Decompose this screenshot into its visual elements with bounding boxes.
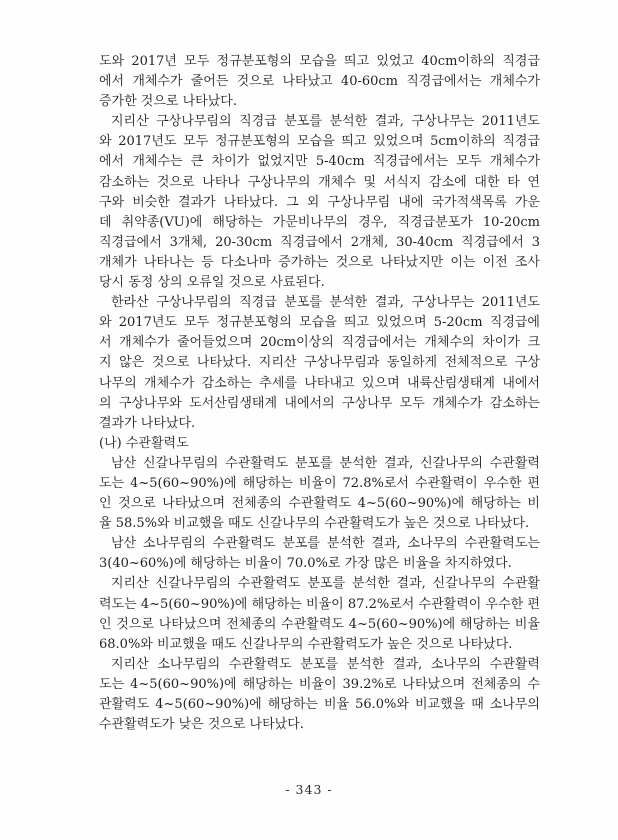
text-line-23: 인 것으로 나타났으며 전체종의 수관활력도 4~5(60~90%)에 해당하는 비 [99,496,540,512]
text-line-12: 당시 동정 상의 오류일 것으로 사료된다. [99,275,325,291]
text-line-7: 감소하는 것으로 나타나 구상나무의 개체수 및 서식지 감소에 대한 타 연 [99,174,540,190]
page-number: - 343 - [285,782,333,797]
text-line-31: 지리산 소나무림의 수관활력도 분포를 분석한 결과, 소나무의 수관활력 [111,656,540,672]
text-line-11: 개체가 나타나는 등 다소나마 증가하는 것으로 나타났지만 이는 이전 조사 [99,254,540,270]
text-line-34: 수관활력도가 낮은 것으로 나타났다. [99,717,304,733]
text-line-14: 와 2017년도 모두 정규분포형의 모습을 띄고 있었으며 5-20cm 직경급에 [99,315,540,331]
text-line-16: 지 않은 것으로 나타났다. 지리산 구상나무림과 동일하게 전체적으로 구상 [99,355,540,371]
text-line-4: 지리산 구상나무림의 직경급 분포를 분석한 결과, 구상나무는 2011년도 [111,114,540,130]
text-line-19: 결과가 나타났다. [99,415,196,431]
text-line-10: 직경급에서 3개체, 20-30cm 직경급에서 2개체, 30-40cm 직경급에서 3 [99,234,540,250]
text-line-27: 지리산 신갈나무림의 수관활력도 분포를 분석한 결과, 신갈나무의 수관활 [111,576,540,592]
text-line-15: 서 개체수가 줄어들었으며 20cm이상의 직경급에서는 개체수의 차이가 크 [99,335,540,351]
text-line-6: 에서 개체수는 큰 차이가 없었지만 5-40cm 직경급에서는 모두 개체수가 [99,154,540,170]
text-line-9: 데 취약종(VU)에 해당하는 가문비나무의 경우, 직경급분포가 10-20cm [99,214,540,230]
text-line-29: 인 것으로 나타났으며 전체종의 수관활력도 4~5(60~90%)에 해당하는 비율 [99,616,540,632]
text-line-22: 도는 4~5(60~90%)에 해당하는 비율이 72.8%로서 수관활력이 우수한 편 [99,475,540,491]
text-line-8: 구와 비슷한 결과가 나타났다. 그 외 구상나무림 내에 국가적색목록 가운 [99,194,540,210]
text-line-18: 의 구상나무와 도서산림생태계 내에서의 구상나무 모두 개체수가 감소하는 [99,395,540,411]
page-body [99,52,540,735]
text-line-13: 한라산 구상나무림의 직경급 분포를 분석한 결과, 구상나무는 2011년도 [111,295,540,311]
text-line-5: 와 2017년도 모두 정규분포형의 모습을 띄고 있었으며 5cm이하의 직경급 [99,134,540,150]
text-line-24: 율 58.5%와 비교했을 때도 신갈나무의 수관활력도가 높은 것으로 나타났다. [99,516,530,532]
text-line-28: 력도는 4~5(60~90%)에 해당하는 비율이 87.2%로서 수관활력이 우수한 편 [99,596,540,612]
text-line-32: 도는 4~5(60~90%)에 해당하는 비율이 39.2%로 나타났으며 전체종의 수 [99,676,540,692]
text-line-3: 증가한 것으로 나타났다. [99,94,237,110]
text-line-21: 남산 신갈나무림의 수관활력도 분포를 분석한 결과, 신갈나무의 수관활력 [111,455,540,471]
text-line-26: 3(40~60%)에 해당하는 비율이 70.0%로 가장 많은 비율을 차지하였다. [99,556,512,572]
text-line-30: 68.0%와 비교했을 때도 신갈나무의 수관활력도가 높은 것으로 나타났다. [99,636,513,652]
text-line-1: 도와 2017년 모두 정규분포형의 모습을 띄고 있었고 40cm이하의 직경급 [99,54,540,69]
text-line-25: 남산 소나무림의 수관활력도 분포를 분석한 결과, 소나무의 수관활력도는 [111,536,540,552]
text-line-2: 에서 개체수가 줄어든 것으로 나타났고 40-60cm 직경급에서는 개체수가 [99,74,540,90]
text-line-20: (나) 수관활력도 [99,435,189,451]
text-line-33: 관활력도 4~5(60~90%)에 해당하는 비율 56.0%와 비교했을 때 소나무의 [99,697,540,712]
text-line-17: 나무의 개체수가 감소하는 추세를 나타내고 있으며 내륙산림생태계 내에서 [99,375,540,391]
